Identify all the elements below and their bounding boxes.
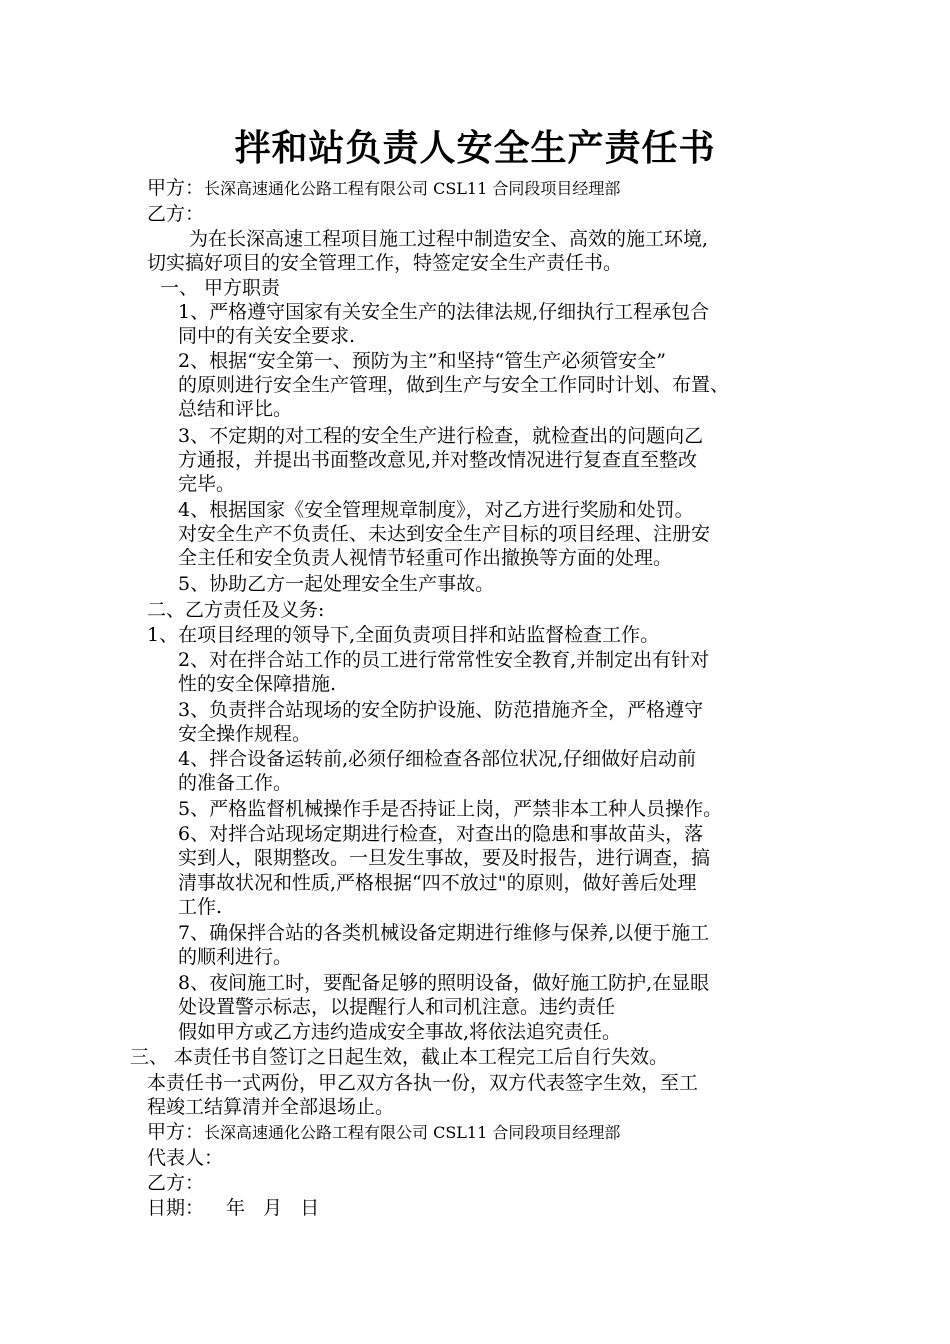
section1-line: 同中的有关安全要求. [178, 325, 356, 347]
section2-line: 假如甲方或乙方违约造成安全事故,将依法追究责任。 [178, 1021, 622, 1043]
signature-party-b: 乙方： [147, 1172, 205, 1194]
section2-heading: 二、乙方责任及义务: [147, 599, 325, 621]
party-a-label: 甲方： [147, 177, 205, 199]
section1-line: 总结和评比。 [178, 398, 293, 420]
section2-line: 实到人，限期整改。一旦发生事故，要及时报告，进行调查，搞 [178, 847, 711, 869]
section2-line: 性的安全保障措施. [178, 673, 337, 695]
header-party-b-label: 乙方： [147, 203, 205, 225]
intro-line: 切实搞好项目的安全管理工作，特签定安全生产责任书。 [147, 252, 623, 274]
section2-line: 7、确保拌合站的各类机械设备定期进行维修与保养,以便于施工 [178, 922, 710, 944]
party-a-name: 长深高速通化公路工程有限公司 CSL11 合同段项目经理部 [204, 179, 621, 198]
section1-line: 3、不定期的对工程的安全生产进行检查，就检查出的问题向乙 [178, 425, 704, 447]
section3-heading: 三、 本责任书自签订之日起生效，截止本工程完工后自行失效。 [130, 1046, 669, 1068]
date-template: 年 月 日 [226, 1197, 320, 1219]
signature-date [147, 1196, 319, 1220]
section1-line: 方通报，并提出书面整改意见,并对整改情况进行复查直至整改 [178, 449, 698, 471]
section2-line: 安全操作规程。 [178, 723, 312, 745]
section2-line: 8、夜间施工时，要配备足够的照明设备，做好施工防护,在显眼 [178, 972, 710, 994]
section2-line: 5、严格监督机械操作手是否持证上岗，严禁非本工种人员操作。 [178, 798, 723, 820]
signature-party-a-name: 长深高速通化公路工程有限公司 CSL11 合同段项目经理部 [204, 1123, 621, 1142]
section1-line: 1、严格遵守国家有关安全生产的法律法规,仔细执行工程承包合 [178, 301, 710, 323]
section1-heading: 一、 甲方职责 [160, 277, 281, 299]
section2-line: 的准备工作。 [178, 772, 293, 794]
section1-line: 5、协助乙方一起处理安全生产事故。 [178, 573, 495, 595]
section1-line: 的原则进行安全生产管理，做到生产与安全工作同时计划、布置、 [178, 374, 730, 396]
section2-line: 4、拌合设备运转前,必须仔细检查各部位状况,仔细做好启动前 [178, 748, 697, 770]
closing-line: 本责任书一式两份，甲乙双方各执一份，双方代表签字生效，至工 [147, 1072, 699, 1094]
signature-representative: 代表人： [147, 1147, 224, 1169]
section1-line: 对安全生产不负责任、未达到安全生产目标的项目经理、注册安 [178, 523, 711, 545]
section2-line: 2、对在拌合站工作的员工进行常常性安全教育,并制定出有针对 [178, 649, 710, 671]
signature-party-a-label: 甲方： [147, 1121, 205, 1143]
date-label: 日期： [147, 1197, 205, 1219]
section1-line: 4、根据国家《安全管理规章制度》，对乙方进行奖励和处罚。 [178, 499, 694, 521]
section2-line: 3、负责拌合站现场的安全防护设施、防范措施齐全，严格遵守 [178, 699, 704, 721]
section2-line: 6、对拌合站现场定期进行检查，对查出的隐患和事故苗头，落 [178, 823, 704, 845]
section2-line: 工作. [178, 896, 223, 918]
section1-line: 全主任和安全负责人视情节轻重可作出撤换等方面的处理。 [178, 547, 673, 569]
section2-first-item: 1、在项目经理的领导下,全面负责项目拌和站监督检查工作。 [147, 624, 660, 646]
section2-line: 的顺利进行。 [178, 946, 293, 968]
document-title: 拌和站负责人安全生产责任书 [234, 127, 716, 169]
header-party-a [147, 176, 620, 201]
section2-line: 处设置警示标志，以提醒行人和司机注意。违约责任 [178, 996, 616, 1018]
section1-line: 2、根据“安全第一、预防为主”和坚持“管生产必须管安全” [178, 350, 666, 372]
section2-line: 清事故状况和性质,严格根据“四不放过"的原则，做好善后处理 [178, 872, 697, 894]
signature-party-a [147, 1120, 620, 1145]
section1-line: 完毕。 [178, 473, 236, 495]
closing-line: 程竣工结算清并全部退场止。 [147, 1096, 395, 1118]
intro-line: 为在长深高速工程项目施工过程中制造安全、高效的施工环境, [189, 228, 709, 250]
